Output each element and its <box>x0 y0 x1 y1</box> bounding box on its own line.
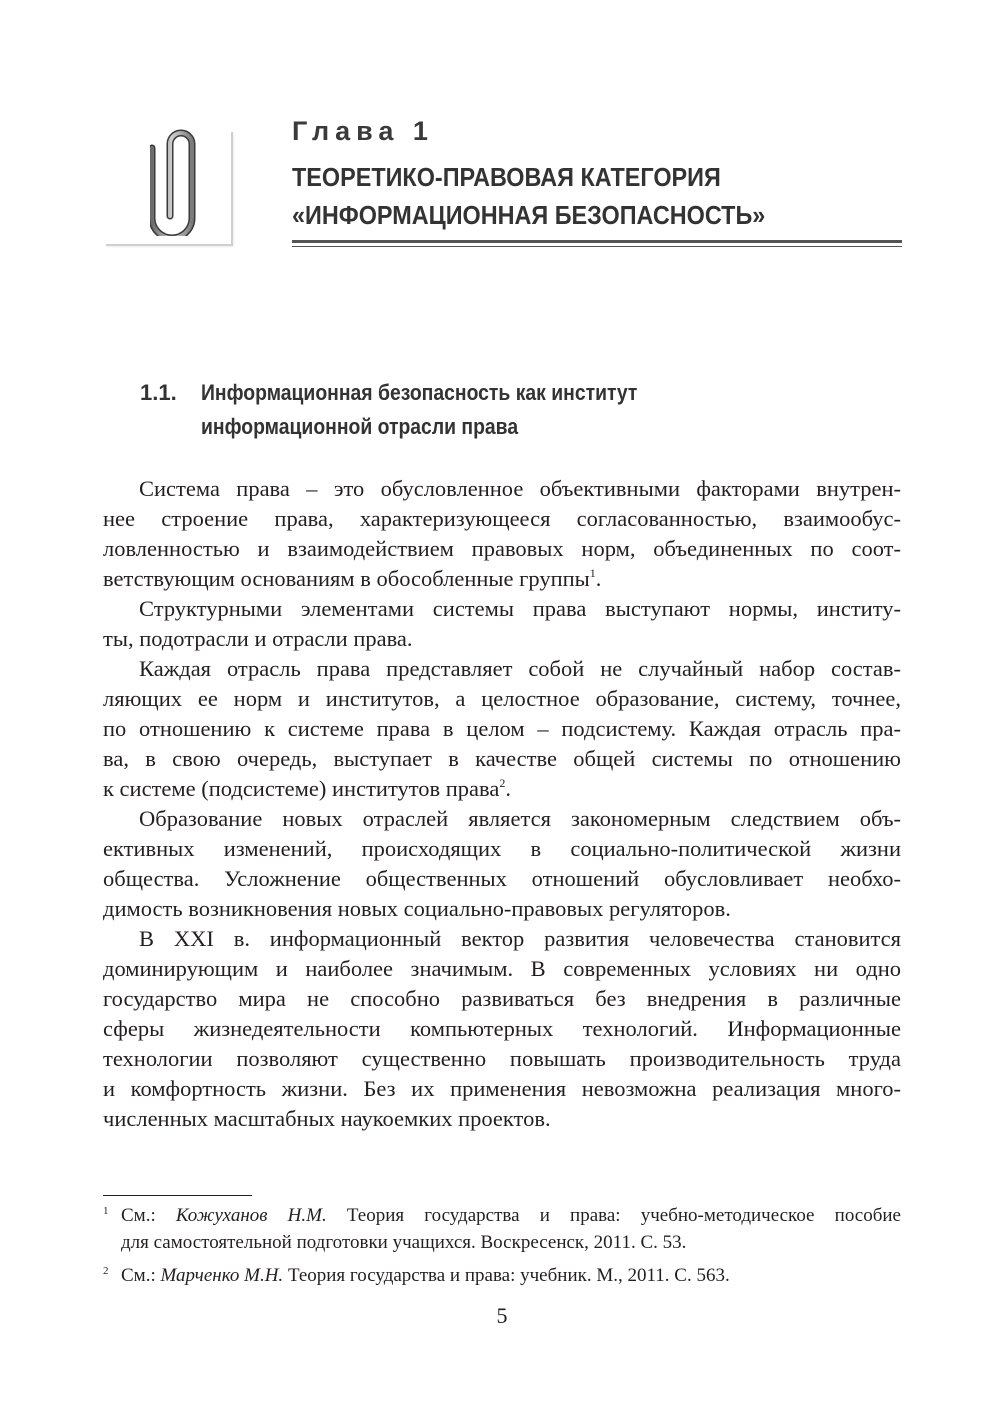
text-line: Система права – это обусловленное объективными факторами внутрен- <box>139 476 901 501</box>
section-title <box>201 376 637 444</box>
text-line: по отношению к системе права в целом – подсистему. Каждая отрасль пра- <box>103 716 901 741</box>
footnote-author: Марченко М.Н. <box>160 1265 284 1286</box>
footnote <box>103 1202 901 1256</box>
text-line: димость возникновения новых социально-правовых регуляторов. <box>103 896 731 921</box>
text-segment: к системе (подсистеме) институтов права <box>103 776 500 801</box>
paragraph <box>103 804 901 924</box>
footnote-text: Теория государства и права: учебно-методическое пособие <box>326 1205 901 1226</box>
footnote-prefix: См.: <box>121 1205 176 1226</box>
footnotes <box>103 1202 901 1295</box>
chapter-title-line: ТЕОРЕТИКО-ПРАВОВАЯ КАТЕГОРИЯ <box>292 162 721 192</box>
footnote-author: Кожуханов Н.М. <box>175 1205 327 1226</box>
paragraph <box>103 594 901 654</box>
text-segment: . <box>595 566 602 591</box>
text-line: доминирующим и наиболее значимым. В современных условиях ни одно <box>103 956 901 981</box>
text-line: государство мира не способно развиваться без внедрения в различные <box>103 986 901 1011</box>
page-number: 5 <box>496 1303 508 1328</box>
text-line: общества. Усложнение общественных отношений обусловливает необхо- <box>103 866 901 891</box>
footnote-line: для самостоятельной подготовки учащихся. Воскресенск, 2011. С. 53. <box>121 1232 687 1253</box>
section-number: 1.1. <box>140 380 177 405</box>
section-title-line: Информационная безопасность как институт <box>201 380 638 405</box>
text-line: численных масштабных наукоемких проектов. <box>103 1106 551 1131</box>
paragraph <box>103 474 901 594</box>
footnote-line <box>121 1202 901 1229</box>
chapter-title <box>292 158 841 234</box>
text-line: Образование новых отраслей является закономерным следствием объ- <box>139 806 901 831</box>
text-line: ективных изменений, происходящих в социально-политической жизни <box>103 836 901 861</box>
footnote-prefix: См.: <box>121 1265 161 1286</box>
footnote-mark: 2 <box>103 1265 109 1277</box>
text-line: сферы жизнедеятельности компьютерных технологий. Информационные <box>103 1016 901 1041</box>
footnote-separator <box>103 1195 252 1196</box>
text-segment: . <box>505 776 511 801</box>
chapter-label: Глава 1 <box>292 116 434 146</box>
footnote <box>103 1262 901 1289</box>
text-line: нее строение права, характеризующееся согласованностью, взаимообус- <box>103 506 901 531</box>
text-line: Каждая отрасль права представляет собой не случайный набор состав- <box>139 656 901 681</box>
text-line: и комфортность жизни. Без их применения невозможна реализация много- <box>103 1076 901 1101</box>
footnote-ref[interactable]: 2 <box>499 776 506 790</box>
footnote-mark: 1 <box>103 1205 109 1217</box>
chapter-title-line: «ИНФОРМАЦИОННАЯ БЕЗОПАСНОСТЬ» <box>292 200 766 230</box>
text-line: ловленностью и взаимодействием правовых норм, объединенных по соот- <box>103 536 901 561</box>
footnote-line <box>121 1262 901 1289</box>
chapter-divider-thin <box>292 246 902 247</box>
footnote-ref[interactable]: 1 <box>589 566 596 580</box>
text-segment: ветствующим основаниям в обособленные группы <box>103 566 590 591</box>
paperclip-icon <box>150 118 212 236</box>
text-line <box>103 564 901 594</box>
body-text <box>103 474 901 1134</box>
section-title-line: информационной отрасли права <box>201 414 519 439</box>
paragraph <box>103 924 901 1134</box>
text-line <box>103 774 901 804</box>
text-line: В XXI в. информационный вектор развития человечества становится <box>139 926 901 951</box>
paragraph <box>103 654 901 804</box>
chapter-divider-thick <box>292 240 902 243</box>
text-line: Структурными элементами системы права выступают нормы, институ- <box>139 596 901 621</box>
text-line: ты, подотрасли и отрасли права. <box>103 626 413 651</box>
text-line: технологии позволяют существенно повышать производительность труда <box>103 1046 901 1071</box>
text-line: ляющих ее норм и институтов, а целостное образование, систему, точнее, <box>103 686 901 711</box>
text-line: ва, в свою очередь, выступает в качестве общей системы по отношению <box>103 746 901 771</box>
footnote-text: Теория государства и права: учебник. М., 2011. С. 563. <box>283 1265 730 1286</box>
